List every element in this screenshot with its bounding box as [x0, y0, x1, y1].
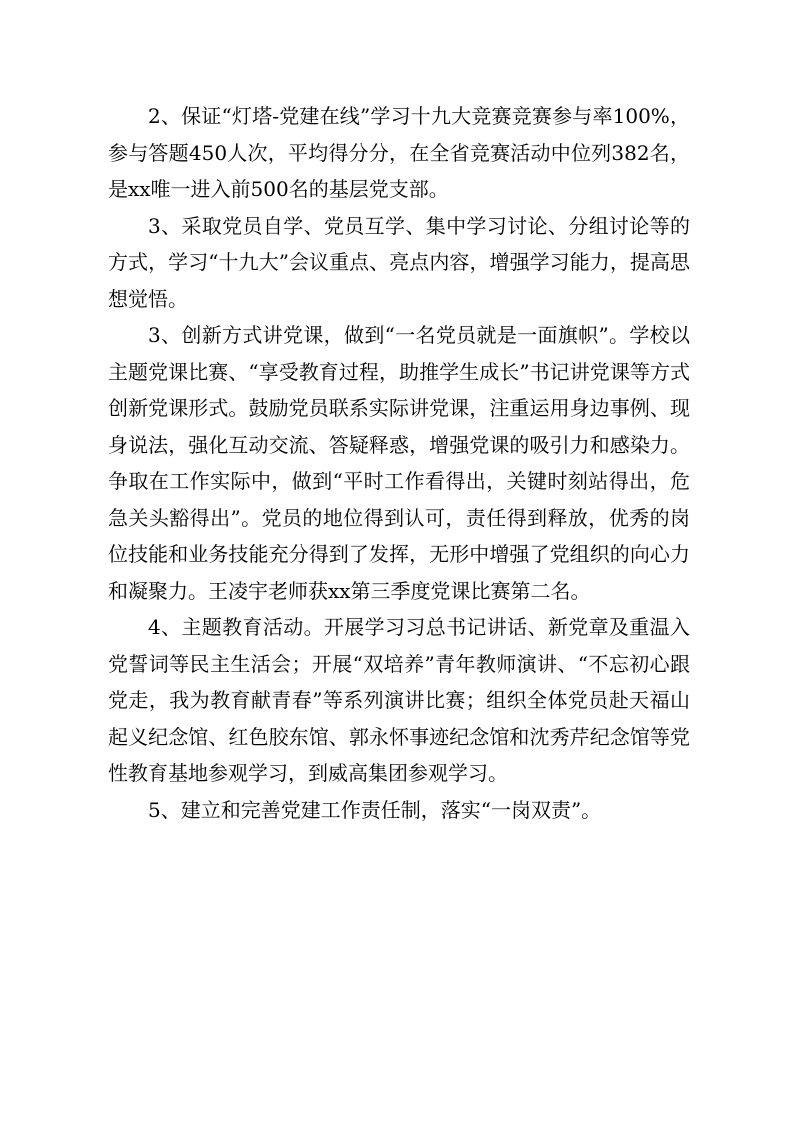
- paragraph-responsibility: 5、建立和完善党建工作责任制，落实“一岗双责”。: [148, 797, 602, 822]
- paragraph-competition: 2、保证“灯塔-党建在线”学习十九大竞赛竞赛参与率100%，参与答题450人次，平均得分分，在全省竞赛活动中位列382名，是xx唯一进入前500名的基层党支部。: [108, 104, 690, 201]
- document-body: [108, 98, 690, 828]
- paragraph-party-lessons: 3、创新方式讲党课，做到“一名党员就是一面旗帜”。学校以主题党课比赛、“享受教育过程，助推学生成长”书记讲党课等方式创新党课形式。鼓励党员联系实际讲党课，注重运用身边事例、现身说法，强化互动交流、答疑释惑，增强党课的吸引力和感染力。争取在工作实际中，做到“平时工作看得出，关键时刻站得出，危急关头豁得出”。党员的地位得到认可，责任得到释放，优秀的岗位技能和业务技能充分得到了发挥，无形中增强了党组织的向心力和凝聚力。王凌宇老师获xx第三季度党课比赛第二名。: [108, 323, 690, 603]
- paragraph-theme-education: 4、主题教育活动。开展学习习总书记讲话、新党章及重温入党誓词等民主生活会；开展“双培养”青年教师演讲、“不忘初心跟党走，我为教育献青春”等系列演讲比赛；组织全体党员赴天福山起义纪念馆、红色胶东馆、郭永怀事迹纪念馆和沈秀芹纪念馆等党性教育基地参观学习，到威高集团参观学习。: [108, 615, 690, 785]
- paragraph-study-methods: 3、采取党员自学、党员互学、集中学习讨论、分组讨论等的方式，学习“十九大”会议重点、亮点内容，增强学习能力，提高思想觉悟。: [108, 213, 690, 311]
